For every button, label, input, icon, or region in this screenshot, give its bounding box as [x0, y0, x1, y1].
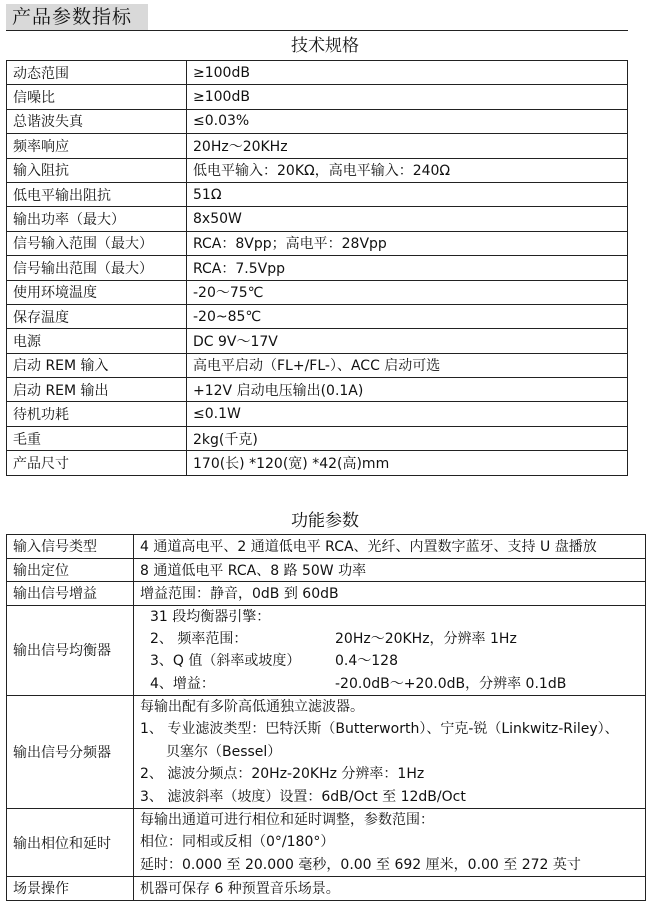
eq-line-name: 4、增益： — [150, 675, 215, 692]
xover-line: 1、 专业滤波类型：巴特沃斯（Butterworth）、宁克-锐（Linkwitz-Riley）、 — [140, 721, 619, 738]
eq-line-value: -20.0dB～+20.0dB，分辨率 0.1dB — [335, 675, 567, 692]
table-row — [7, 605, 646, 696]
table-row — [7, 231, 628, 255]
row-value: ≥100dB — [187, 61, 628, 85]
row-value: RCA：7.5Vpp — [187, 256, 628, 280]
eq-line — [140, 673, 645, 695]
row-value: 增益范围：静音，0dB 到 60dB — [134, 582, 646, 606]
table-row — [7, 61, 628, 85]
table-row — [7, 134, 628, 158]
row-label: 总谐波失真 — [7, 109, 187, 133]
row-label: 输出功率（最大） — [7, 207, 187, 231]
eq-line-name: 2、 频率范围： — [150, 630, 248, 647]
row-value: 机器可保存 6 种预置音乐场景。 — [134, 877, 646, 901]
row-value: ≤0.03% — [187, 109, 628, 133]
row-label: 动态范围 — [7, 61, 187, 85]
row-value: DC 9V～17V — [187, 329, 628, 353]
table-row — [7, 158, 628, 182]
phase-line: 相位：同相或反相（0°/180°） — [140, 834, 335, 851]
row-value: ≤0.1W — [187, 402, 628, 426]
header-divider — [6, 30, 628, 31]
row-value: 8x50W — [187, 207, 628, 231]
table-row — [7, 582, 646, 606]
row-value: 低电平输入：20KΩ，高电平输入：240Ω — [187, 158, 628, 182]
row-label: 场景操作 — [7, 877, 134, 901]
row-label: 输出定位 — [7, 558, 134, 582]
eq-line-value: 0.4～128 — [335, 653, 398, 670]
row-value — [134, 809, 646, 877]
eq-line — [140, 628, 645, 650]
row-value — [134, 605, 646, 696]
table-row — [7, 207, 628, 231]
func-table — [6, 534, 646, 901]
row-value — [134, 696, 646, 809]
row-label: 使用环境温度 — [7, 280, 187, 304]
table-row — [7, 809, 646, 877]
row-value: 高电平启动（FL+/FL-）、ACC 启动可选 — [187, 353, 628, 377]
table-row — [7, 353, 628, 377]
row-value: 2kg(千克) — [187, 426, 628, 450]
table-row — [7, 304, 628, 328]
row-label: 保存温度 — [7, 304, 187, 328]
row-label: 启动 REM 输入 — [7, 353, 187, 377]
row-value: 170(长) *120(宽) *42(高)mm — [187, 451, 628, 475]
eq-line-value: 20Hz～20KHz，分辨率 1Hz — [335, 630, 517, 647]
spec-section-title: 技术规格 — [291, 36, 359, 56]
eq-line: 31 段均衡器引擎： — [150, 608, 271, 625]
row-label: 信号输入范围（最大） — [7, 231, 187, 255]
phase-line: 延时：0.000 至 20.000 毫秒，0.00 至 692 厘米，0.00 至 272 英寸 — [140, 856, 581, 873]
xover-line: 每输出配有多阶高低通独立滤波器。 — [140, 699, 364, 716]
row-label: 低电平输出阻抗 — [7, 182, 187, 206]
table-row — [7, 256, 628, 280]
page-title: 产品参数指标 — [6, 4, 148, 31]
row-label: 信噪比 — [7, 85, 187, 109]
row-label: 输入阻抗 — [7, 158, 187, 182]
table-row — [7, 535, 646, 559]
table-row — [7, 329, 628, 353]
phase-line: 每输出通道可进行相位和延时调整，参数范围： — [140, 812, 434, 829]
table-row — [7, 426, 628, 450]
table-row — [7, 451, 628, 475]
table-row — [7, 696, 646, 809]
spec-table — [6, 60, 628, 476]
row-label: 输出相位和延时 — [7, 809, 134, 877]
xover-line: 3、 滤波斜率（坡度）设置：6dB/Oct 至 12dB/Oct — [140, 788, 466, 805]
row-value: 4 通道高电平、2 通道低电平 RCA、光纤、内置数字蓝牙、支持 U 盘播放 — [134, 535, 646, 559]
table-row — [7, 85, 628, 109]
row-label: 频率响应 — [7, 134, 187, 158]
row-label: 电源 — [7, 329, 187, 353]
table-row — [7, 280, 628, 304]
table-row — [7, 109, 628, 133]
row-label: 信号输出范围（最大） — [7, 256, 187, 280]
table-row — [7, 182, 628, 206]
row-value: -20~85℃ — [187, 304, 628, 328]
row-label: 待机功耗 — [7, 402, 187, 426]
table-row — [7, 877, 646, 901]
row-label: 输入信号类型 — [7, 535, 134, 559]
eq-line — [140, 650, 645, 672]
row-value: 8 通道低电平 RCA、8 路 50W 功率 — [134, 558, 646, 582]
eq-line-name: 3、Q 值（斜率或坡度） — [150, 653, 301, 670]
row-value: +12V 启动电压输出(0.1A) — [187, 378, 628, 402]
table-row — [7, 558, 646, 582]
row-label: 产品尺寸 — [7, 451, 187, 475]
row-label: 输出信号增益 — [7, 582, 134, 606]
row-label: 启动 REM 输出 — [7, 378, 187, 402]
row-value: -20～75℃ — [187, 280, 628, 304]
row-value: 51Ω — [187, 182, 628, 206]
xover-line: 贝塞尔（Bessel） — [166, 743, 282, 760]
row-label: 毛重 — [7, 426, 187, 450]
row-value: 20Hz～20KHz — [187, 134, 628, 158]
xover-line: 2、 滤波分频点：20Hz-20KHz 分辨率：1Hz — [140, 766, 425, 783]
table-row — [7, 378, 628, 402]
table-row — [7, 402, 628, 426]
func-section-title: 功能参数 — [291, 511, 359, 531]
row-label: 输出信号分频器 — [7, 696, 134, 809]
row-value: ≥100dB — [187, 85, 628, 109]
row-value: RCA：8Vpp；高电平：28Vpp — [187, 231, 628, 255]
row-label: 输出信号均衡器 — [7, 605, 134, 696]
